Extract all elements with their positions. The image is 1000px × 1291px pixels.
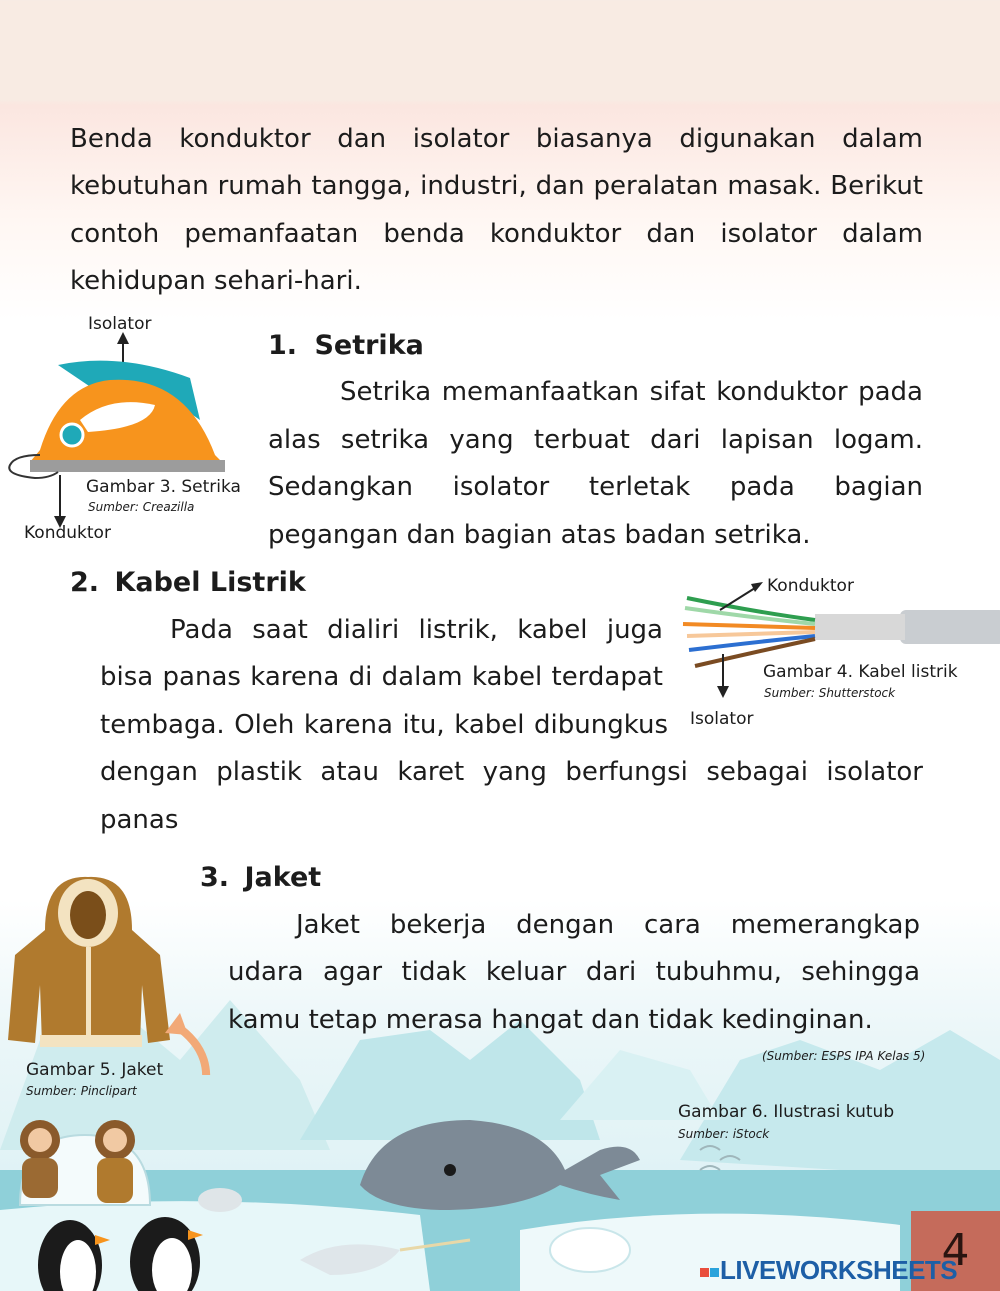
section-1-line-2: alas setrika yang terbuat dari lapisan logam. — [268, 425, 923, 455]
iron-soleplate — [30, 460, 225, 472]
section-3-source: (Sumber: ESPS IPA Kelas 5) — [762, 1049, 926, 1063]
cable-isolator-arrowhead — [717, 686, 729, 698]
iron-caption: Gambar 3. Setrika — [86, 477, 241, 497]
liveworksheets-watermark[interactable] — [700, 1255, 957, 1286]
section-2-line-4: dengan plastik atau karet yang berfungsi sebagai isolator — [100, 757, 923, 787]
intro-line-2: kebutuhan rumah tangga, industri, dan peralatan masak. Berikut — [70, 171, 923, 201]
cable-label-konduktor: Konduktor — [767, 576, 854, 596]
section-1-title: Setrika — [314, 330, 424, 361]
logo-square-icon — [710, 1268, 719, 1277]
wire-orange — [683, 624, 815, 628]
watermark-text: LIVEWORKSHEETS — [720, 1255, 958, 1285]
intro-line-1: Benda konduktor dan isolator biasanya digunakan dalam — [70, 124, 923, 154]
jacket-caption: Gambar 5. Jaket — [26, 1060, 164, 1080]
section-3-number: 3. — [200, 862, 230, 893]
jacket-arrowhead — [165, 1013, 188, 1035]
section-2-title: Kabel Listrik — [114, 567, 306, 598]
cable-caption: Gambar 4. Kabel listrik — [763, 662, 958, 682]
arctic-source: Sumber: iStock — [678, 1127, 770, 1141]
cable-jacket — [900, 610, 1000, 644]
polar-bear — [550, 1228, 630, 1272]
iron-source: Sumber: Creazilla — [88, 500, 195, 514]
section-2-line-2: bisa panas karena di dalam kabel terdapat — [100, 662, 663, 692]
section-3-line-1: Jaket bekerja dengan cara memerangkap — [296, 910, 920, 940]
jacket-source: Sumber: Pinclipart — [26, 1084, 137, 1098]
eskimo-body-2 — [97, 1158, 133, 1203]
jacket-zipper — [86, 947, 91, 1045]
section-3-line-2: udara agar tidak keluar dari tubuhmu, sehingga — [228, 957, 920, 987]
intro-line-3: contoh pemanfaatan benda konduktor dan isolator dalam — [70, 219, 923, 249]
section-1-line-4: pegangan dan bagian atas badan setrika. — [268, 520, 811, 550]
eskimo-body-1 — [22, 1158, 58, 1198]
jacket-hood-inside — [70, 891, 106, 939]
section-1-heading — [268, 330, 424, 361]
intro-line-4: kehidupan sehari-hari. — [70, 266, 362, 296]
cable-label-isolator: Isolator — [690, 709, 754, 729]
eskimo-face-2 — [103, 1128, 127, 1152]
page-number: 4 — [911, 1211, 1000, 1291]
arctic-caption: Gambar 6. Ilustrasi kutub — [678, 1102, 895, 1122]
jacket-hem — [40, 1035, 142, 1047]
section-2-line-1: Pada saat dialiri listrik, kabel juga — [170, 615, 663, 645]
section-2-number: 2. — [70, 567, 100, 598]
section-1-line-3: Sedangkan isolator terletak pada bagian — [268, 472, 923, 502]
iron-dial — [61, 424, 83, 446]
iron-label-isolator: Isolator — [88, 314, 152, 334]
cable-source: Sumber: Shutterstock — [764, 686, 896, 700]
section-3-line-3: kamu tetap merasa hangat dan tidak kedinginan. — [228, 1005, 873, 1035]
whale-eye — [444, 1164, 456, 1176]
section-1-line-1: Setrika memanfaatkan sifat konduktor pada — [340, 377, 923, 407]
seal — [198, 1188, 242, 1212]
section-3-title: Jaket — [244, 862, 322, 893]
wire-white-orange — [687, 632, 815, 636]
jacket-illustration — [0, 875, 220, 1075]
iron-label-konduktor: Konduktor — [24, 523, 111, 543]
section-2-line-3: tembaga. Oleh karena itu, kabel dibungkus — [100, 710, 668, 740]
eskimo-face-1 — [28, 1128, 52, 1152]
section-1-number: 1. — [268, 330, 298, 361]
section-2-line-5: panas — [100, 805, 179, 835]
logo-square-icon — [700, 1268, 709, 1277]
cable-shield — [815, 614, 905, 640]
section-2-heading — [70, 567, 306, 598]
